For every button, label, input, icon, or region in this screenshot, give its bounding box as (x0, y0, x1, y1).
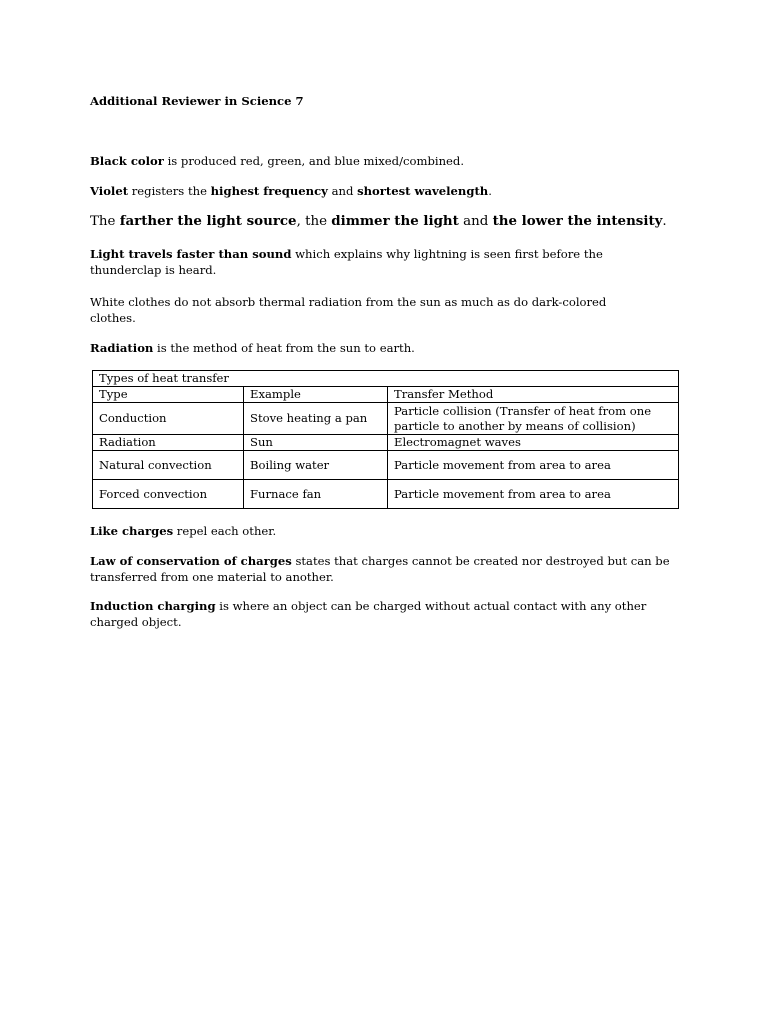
table-cell: Boiling water (244, 451, 388, 480)
table-caption-row (93, 371, 679, 387)
table-cell: Furnace fan (244, 480, 388, 509)
table-row (93, 451, 679, 480)
table-row (93, 435, 679, 451)
header-transfer-method: Transfer Method (388, 387, 679, 403)
table-row (93, 480, 679, 509)
paragraph-light-source: The farther the light source, the dimmer the light and the lower the intensity. (90, 213, 667, 229)
table-cell: Particle collision (Transfer of heat from one particle to another by means of collision) (388, 403, 679, 435)
table-row (93, 403, 679, 435)
paragraph-radiation: Radiation is the method of heat from the sun to earth. (90, 341, 415, 355)
heat-transfer-table (92, 370, 679, 509)
paragraph-light-sound: Light travels faster than sound which explains why lightning is seen first before the thunderclap is heard. (90, 247, 603, 277)
paragraph-black-color: Black color is produced red, green, and blue mixed/combined. (90, 154, 465, 168)
table-caption: Types of heat transfer (93, 371, 679, 387)
paragraph-like-charges: Like charges repel each other. (90, 524, 277, 538)
table-cell: Conduction (93, 403, 244, 435)
table-cell: Natural convection (93, 451, 244, 480)
header-type: Type (93, 387, 244, 403)
table-cell: Particle movement from area to area (388, 480, 679, 509)
table-cell: Sun (244, 435, 388, 451)
table-cell: Stove heating a pan (244, 403, 388, 435)
table-cell: Forced convection (93, 480, 244, 509)
table-header-row (93, 387, 679, 403)
header-example: Example (244, 387, 388, 403)
paragraph-induction-charging: Induction charging is where an object can be charged without actual contact with any other charged object. (90, 599, 647, 629)
table-cell: Electromagnet waves (388, 435, 679, 451)
table-cell: Radiation (93, 435, 244, 451)
table-cell: Particle movement from area to area (388, 451, 679, 480)
paragraph-conservation-charges: Law of conservation of charges states that charges cannot be created nor destroyed but can be transferred from one material to another. (90, 554, 670, 584)
paragraph-white-clothes: White clothes do not absorb thermal radiation from the sun as much as do dark-colored clothes. (90, 295, 607, 325)
paragraph-violet: Violet registers the highest frequency and shortest wavelength. (90, 184, 492, 198)
document-title: Additional Reviewer in Science 7 (90, 94, 304, 108)
